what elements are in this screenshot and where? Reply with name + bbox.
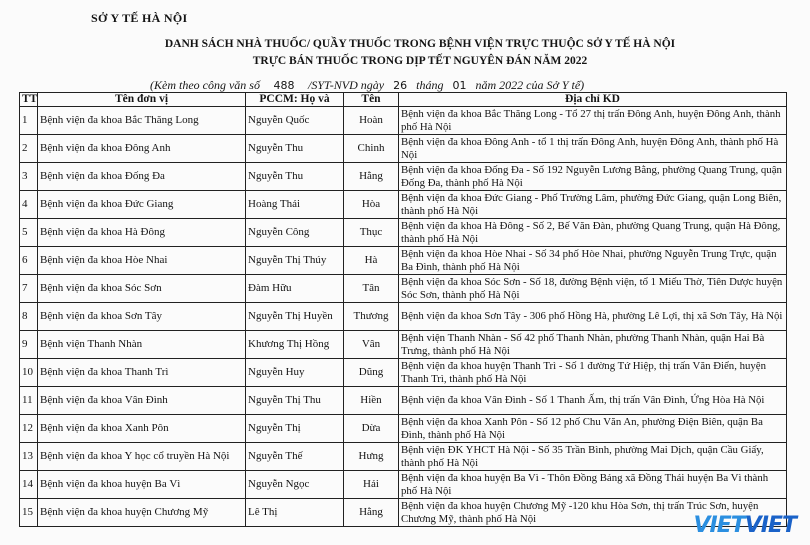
first-name-cell: Vân	[344, 331, 399, 359]
ref-prefix: (Kèm theo công văn số	[150, 78, 260, 92]
unit-name-cell: Bệnh viện đa khoa Xanh Pôn	[38, 415, 246, 443]
header-unit: Tên đơn vị	[38, 93, 246, 107]
unit-name-cell: Bệnh viện đa khoa Đức Giang	[38, 191, 246, 219]
table-row	[20, 499, 787, 527]
first-name-cell: Tân	[344, 275, 399, 303]
row-number-cell: 3	[20, 163, 38, 191]
pccm-name-cell: Lê Thị	[246, 499, 344, 527]
unit-name-cell: Bệnh viện Thanh Nhàn	[38, 331, 246, 359]
address-cell: Bệnh viện đa khoa Bắc Thăng Long - Tổ 27 thị trấn Đông Anh, huyện Đông Anh, thành phố Hà Nội	[399, 107, 787, 135]
unit-name-cell: Bệnh viện đa khoa Hà Đông	[38, 219, 246, 247]
first-name-cell: Hải	[344, 471, 399, 499]
first-name-cell: Dũng	[344, 359, 399, 387]
ref-month: 01	[452, 79, 467, 92]
first-name-cell: Hiền	[344, 387, 399, 415]
pharmacy-table	[19, 92, 787, 527]
pccm-name-cell: Nguyễn Quốc	[246, 107, 344, 135]
address-cell: Bệnh viện ĐK YHCT Hà Nội - Số 35 Trần Bình, phường Mai Dịch, quận Cầu Giấy, thành phố Hà Nội	[399, 443, 787, 471]
table-row	[20, 247, 787, 275]
table-row	[20, 415, 787, 443]
first-name-cell: Dừa	[344, 415, 399, 443]
unit-name-cell: Bệnh viện đa khoa Đông Anh	[38, 135, 246, 163]
table-row	[20, 107, 787, 135]
first-name-cell: Hằng	[344, 499, 399, 527]
ref-number: 488	[273, 79, 295, 92]
address-cell: Bệnh viện đa khoa Hà Đông - Số 2, Bế Văn Đàn, phường Quang Trung, quận Hà Đông, thành phố Hà Nội	[399, 219, 787, 247]
first-name-cell: Hoàn	[344, 107, 399, 135]
address-cell: Bệnh viện đa khoa huyện Thanh Trì - Số 1 đường Tứ Hiệp, thị trấn Văn Điển, huyện Thanh Trì, thành phố Hà Nội	[399, 359, 787, 387]
address-cell: Bệnh viện đa khoa Đống Đa - Số 192 Nguyễn Lương Bằng, phường Quang Trung, quận Đống Đa, thành phố Hà Nội	[399, 163, 787, 191]
header-tt: TT	[20, 93, 38, 107]
watermark-part1: VIET	[693, 513, 745, 538]
table-body	[20, 107, 787, 527]
table-row	[20, 359, 787, 387]
table-row	[20, 135, 787, 163]
unit-name-cell: Bệnh viện đa khoa Sơn Tây	[38, 303, 246, 331]
first-name-cell: Thục	[344, 219, 399, 247]
row-number-cell: 4	[20, 191, 38, 219]
table-row	[20, 387, 787, 415]
table-row	[20, 219, 787, 247]
unit-name-cell: Bệnh viện đa khoa huyện Ba Vì	[38, 471, 246, 499]
pccm-name-cell: Nguyễn Thị Thu	[246, 387, 344, 415]
table-row	[20, 163, 787, 191]
address-cell: Bệnh viện đa khoa Xanh Pôn - Số 12 phố Chu Văn An, phường Điện Biên, quận Ba Đình, thành phố Hà Nội	[399, 415, 787, 443]
table-header-row	[20, 93, 787, 107]
address-cell: Bệnh viện đa khoa Đông Anh - tổ 1 thị trấn Đông Anh, huyện Đông Anh, thành phố Hà Nội	[399, 135, 787, 163]
table-row	[20, 191, 787, 219]
pccm-name-cell: Nguyễn Công	[246, 219, 344, 247]
pccm-name-cell: Nguyễn Ngọc	[246, 471, 344, 499]
pccm-name-cell: Nguyễn Thị	[246, 415, 344, 443]
address-cell: Bệnh viện đa khoa Đức Giang - Phố Trường Lâm, phường Đức Giang, quận Long Biên, thành phố Hà Nội	[399, 191, 787, 219]
org-name: SỞ Y TẾ HÀ NỘI	[91, 11, 188, 25]
ref-mid: /SYT-NVD ngày	[307, 78, 385, 92]
row-number-cell: 1	[20, 107, 38, 135]
ref-suffix: năm 2022 của Sở Y tế)	[475, 78, 585, 92]
pccm-name-cell: Khương Thị Hồng	[246, 331, 344, 359]
row-number-cell: 2	[20, 135, 38, 163]
row-number-cell: 14	[20, 471, 38, 499]
unit-name-cell: Bệnh viện đa khoa huyện Chương Mỹ	[38, 499, 246, 527]
pccm-name-cell: Đàm Hữu	[246, 275, 344, 303]
watermark-part2: VIET	[744, 513, 796, 538]
ref-day: 26	[393, 79, 408, 92]
row-number-cell: 8	[20, 303, 38, 331]
table-row	[20, 331, 787, 359]
row-number-cell: 10	[20, 359, 38, 387]
address-cell: Bệnh viện đa khoa Sóc Sơn - Số 18, đường Bệnh viện, tổ 1 Miếu Thờ, Tiên Dược huyện Sóc Sơn, thành phố Hà Nội	[399, 275, 787, 303]
table-row	[20, 275, 787, 303]
table-row	[20, 471, 787, 499]
pccm-name-cell: Nguyễn Thị Huyền	[246, 303, 344, 331]
row-number-cell: 9	[20, 331, 38, 359]
address-cell: Bệnh viện đa khoa Sơn Tây - 306 phố Hồng Hà, phường Lê Lợi, thị xã Sơn Tây, Hà Nội	[399, 303, 787, 331]
first-name-cell: Hằng	[344, 163, 399, 191]
pccm-name-cell: Nguyễn Thị Thúy	[246, 247, 344, 275]
header-first-name: Tên	[344, 93, 399, 107]
unit-name-cell: Bệnh viện đa khoa Vân Đình	[38, 387, 246, 415]
address-cell: Bệnh viện đa khoa huyện Ba Vì - Thôn Đồng Bảng xã Đồng Thái huyện Ba Vì thành phố Hà Nội	[399, 471, 787, 499]
table-row	[20, 303, 787, 331]
address-cell: Bệnh viện đa khoa Vân Đình - Số 1 Thanh Ấm, thị trấn Vân Đình, Ứng Hòa Hà Nội	[399, 387, 787, 415]
first-name-cell: Hà	[344, 247, 399, 275]
pccm-name-cell: Nguyễn Thu	[246, 163, 344, 191]
first-name-cell: Thương	[344, 303, 399, 331]
first-name-cell: Chinh	[344, 135, 399, 163]
header-pccm: PCCM: Họ và	[246, 93, 344, 107]
first-name-cell: Hưng	[344, 443, 399, 471]
address-cell: Bệnh viện Thanh Nhàn - Số 42 phố Thanh Nhàn, phường Thanh Nhàn, quận Hai Bà Trưng, thành phố Hà Nội	[399, 331, 787, 359]
pccm-name-cell: Nguyễn Huy	[246, 359, 344, 387]
pccm-name-cell: Hoàng Thái	[246, 191, 344, 219]
reference-line	[150, 78, 584, 93]
row-number-cell: 6	[20, 247, 38, 275]
pccm-name-cell: Nguyễn Thế	[246, 443, 344, 471]
watermark-logo	[694, 513, 797, 538]
row-number-cell: 12	[20, 415, 38, 443]
row-number-cell: 15	[20, 499, 38, 527]
unit-name-cell: Bệnh viện đa khoa Sóc Sơn	[38, 275, 246, 303]
header-address: Địa chỉ KD	[399, 93, 787, 107]
row-number-cell: 11	[20, 387, 38, 415]
unit-name-cell: Bệnh viện đa khoa Đống Đa	[38, 163, 246, 191]
table-row	[20, 443, 787, 471]
document-subtitle: TRỰC BÁN THUỐC TRONG DỊP TẾT NGUYÊN ĐÁN NĂM 2022	[252, 55, 588, 67]
unit-name-cell: Bệnh viện đa khoa Y học cổ truyền Hà Nội	[38, 443, 246, 471]
unit-name-cell: Bệnh viện đa khoa Bắc Thăng Long	[38, 107, 246, 135]
first-name-cell: Hòa	[344, 191, 399, 219]
pccm-name-cell: Nguyễn Thu	[246, 135, 344, 163]
row-number-cell: 13	[20, 443, 38, 471]
document-title: DANH SÁCH NHÀ THUỐC/ QUẦY THUỐC TRONG BỆNH VIỆN TRỰC THUỘC SỞ Y TẾ HÀ NỘI	[164, 38, 676, 50]
row-number-cell: 7	[20, 275, 38, 303]
row-number-cell: 5	[20, 219, 38, 247]
ref-month-label: tháng	[416, 78, 444, 92]
unit-name-cell: Bệnh viện đa khoa Thanh Trì	[38, 359, 246, 387]
address-cell: Bệnh viện đa khoa huyện Chương Mỹ -120 khu Hòa Sơn, thị trấn Trúc Sơn, huyện Chương Mỹ, thành phố Hà Nội	[399, 499, 787, 527]
unit-name-cell: Bệnh viện đa khoa Hòe Nhai	[38, 247, 246, 275]
address-cell: Bệnh viện đa khoa Hòe Nhai - Số 34 phố Hòe Nhai, phường Nguyễn Trung Trực, quận Ba Đình, thành phố Hà Nội	[399, 247, 787, 275]
